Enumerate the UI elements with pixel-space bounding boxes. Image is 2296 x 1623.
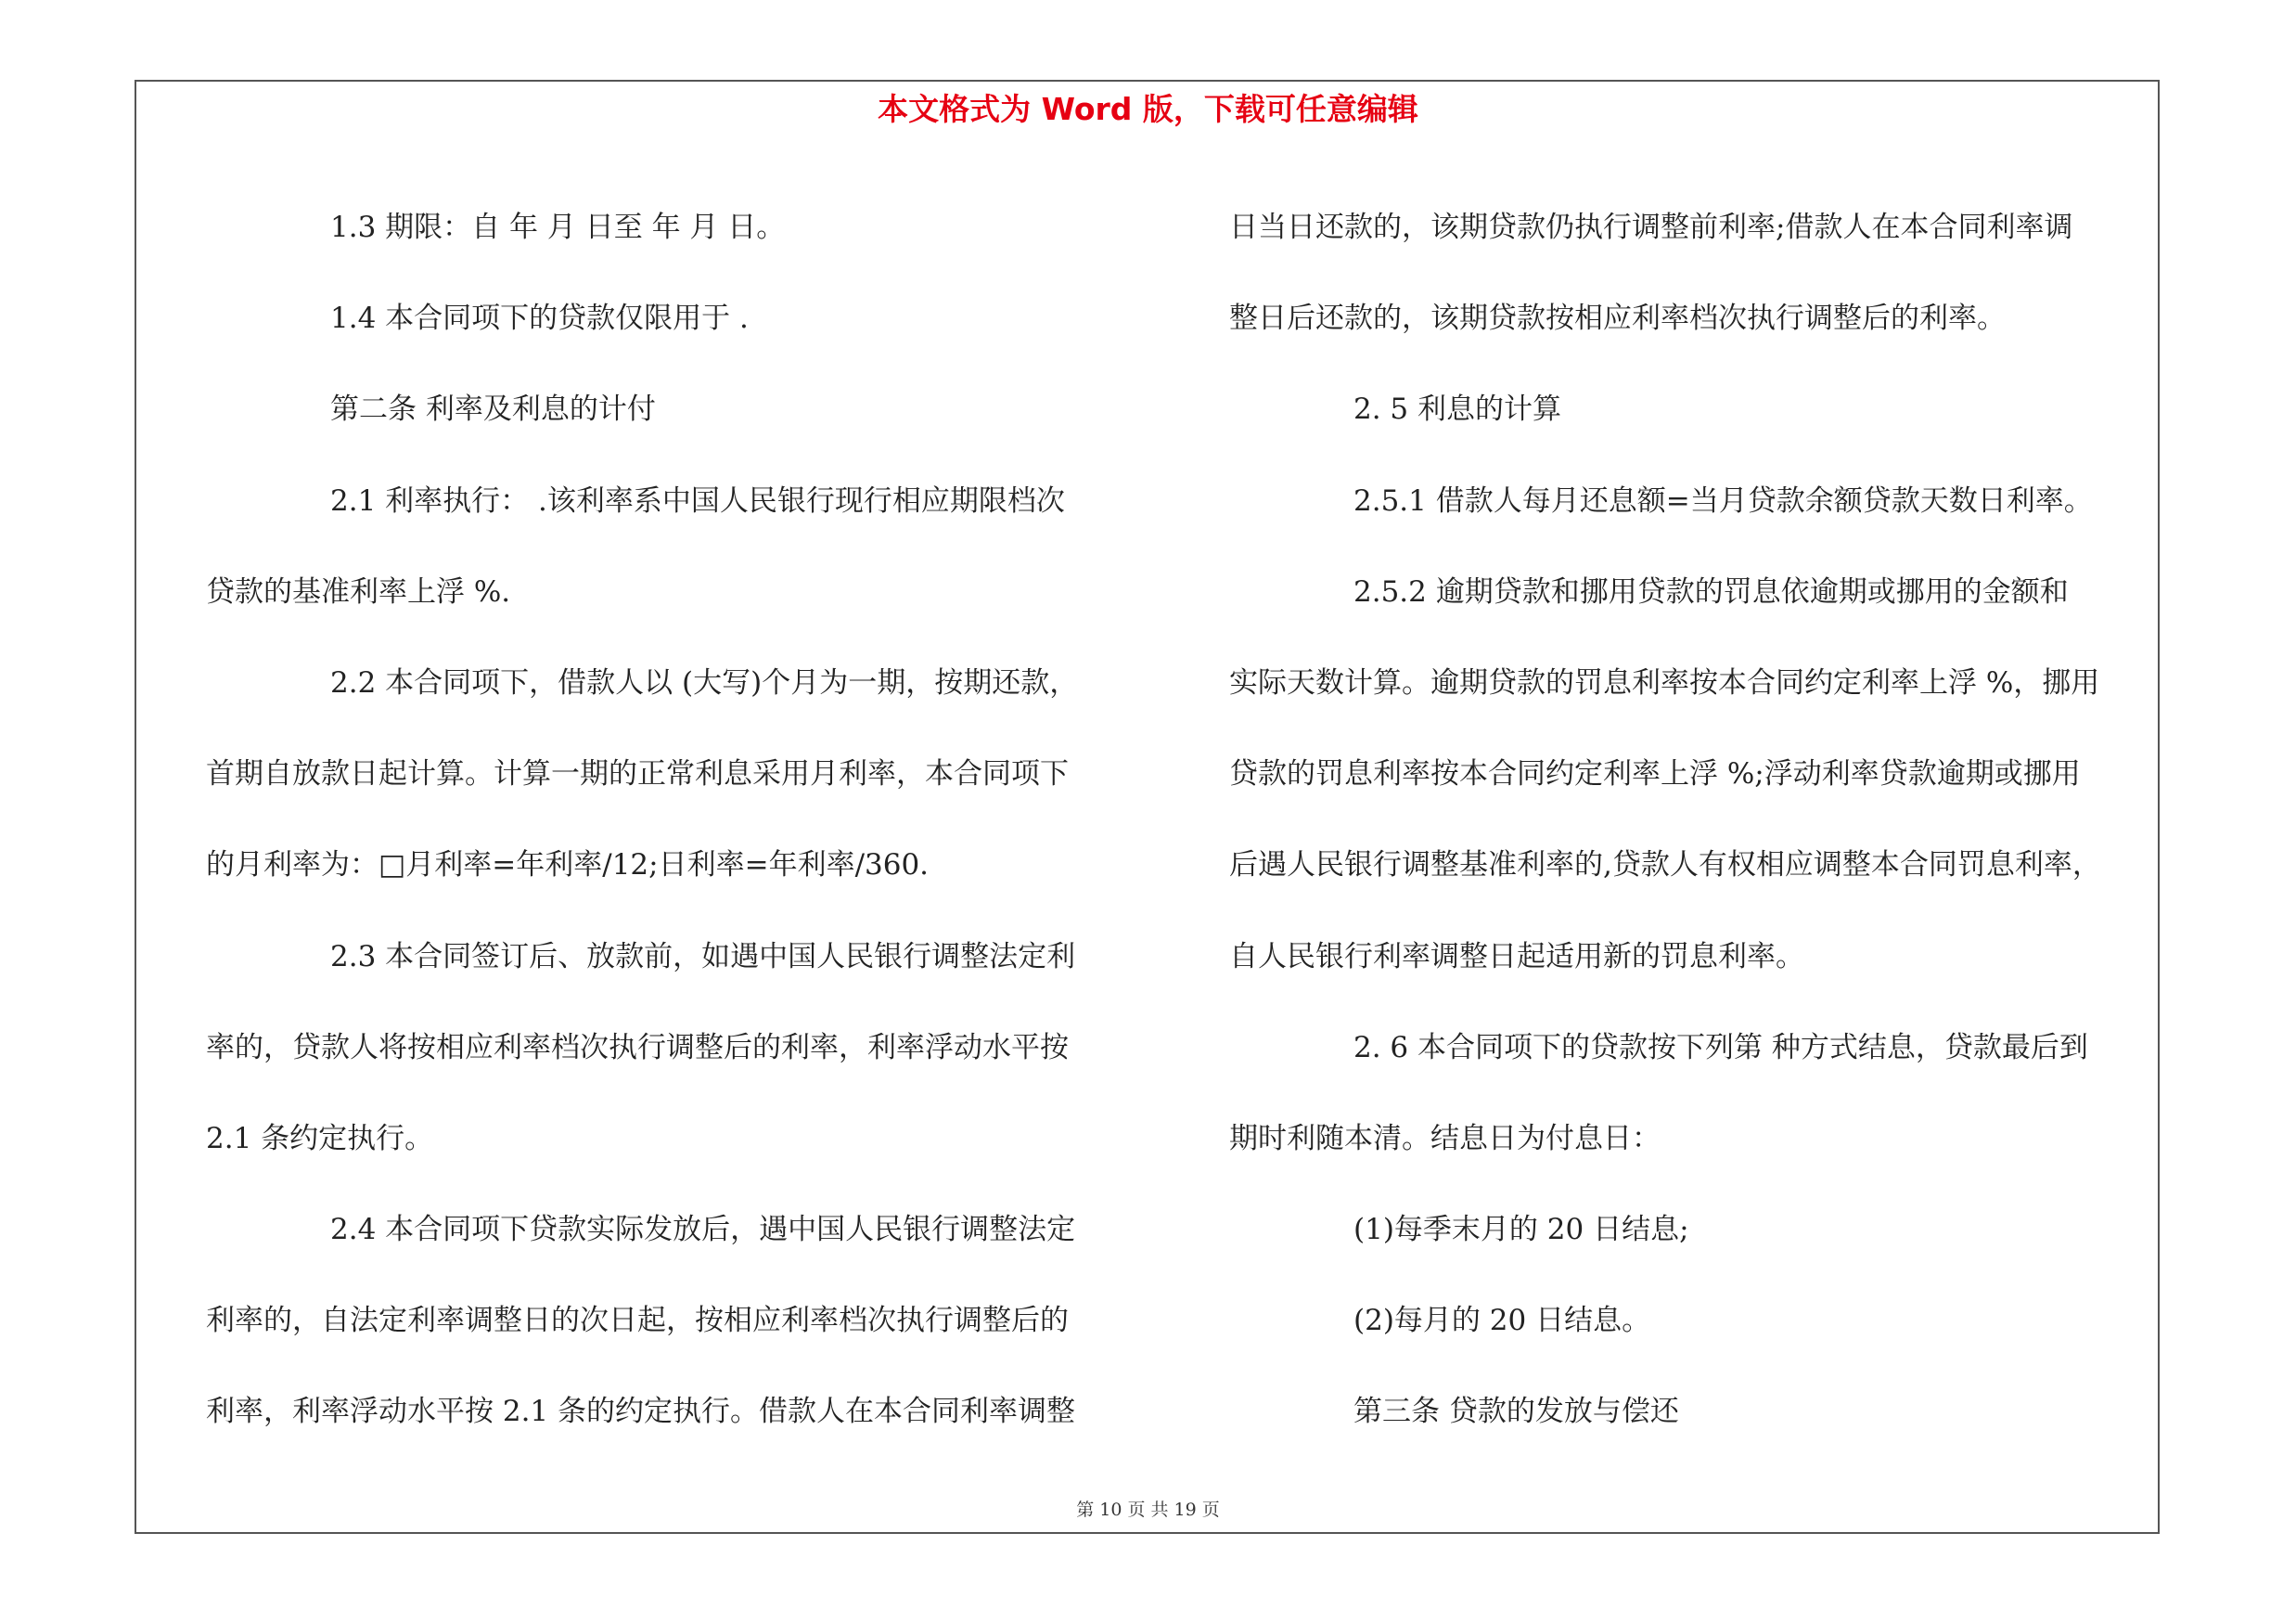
page-banner: 本文格式为 Word 版，下载可任意编辑 [878,91,1418,127]
paragraph-line: 期时利随本清。结息日为付息日： [1229,1121,1661,1155]
paragraph-line: (2)每月的 20 日结息。 [1353,1304,1651,1338]
paragraph-line: 1.4 本合同项下的贷款仅限用于 . [330,302,749,336]
section-heading: 2. 5 利息的计算 [1353,393,1562,427]
paragraph-line: 自人民银行利率调整日起适用新的罚息利率。 [1229,939,1804,973]
paragraph-line: 利率，利率浮动水平按 2.1 条的约定执行。借款人在本合同利率调整 [206,1395,1076,1429]
paragraph-line: 2. 6 本合同项下的贷款按下列第 种方式结息，贷款最后到 [1353,1030,2088,1064]
paragraph-line: 首期自放款日起计算。计算一期的正常利息采用月利率，本合同项下 [206,757,1069,792]
paragraph-line: 的月利率为：□月利率=年利率/12;日利率=年利率/360. [206,848,930,882]
paragraph-line: 2.5.1 借款人每月还息额=当月贷款余额贷款天数日利率。 [1353,483,2093,518]
section-heading: 第三条 贷款的发放与偿还 [1353,1395,1679,1429]
paragraph-line: 日当日还款的，该期贷款仍执行调整前利率;借款人在本合同利率调 [1229,211,2073,244]
section-heading: 第二条 利率及利息的计付 [330,393,656,427]
paragraph-line: (1)每季末月的 20 日结息; [1353,1213,1689,1247]
paragraph-line: 贷款的基准利率上浮 %. [206,574,511,609]
left-column [206,182,1134,1458]
paragraph-line: 2.5.2 逾期贷款和挪用贷款的罚息依逾期或挪用的金额和 [1353,574,2069,609]
paragraph-line: 2.1 利率执行： .该利率系中国人民银行现行相应期限档次 [330,483,1065,518]
paragraph-line: 整日后还款的，该期贷款按相应利率档次执行调整后的利率。 [1229,302,2006,336]
paragraph-line: 后遇人民银行调整基准利率的,贷款人有权相应调整本合同罚息利率， [1229,848,2101,882]
paragraph-line: 2.1 条约定执行。 [206,1121,434,1155]
paragraph-line: 2.3 本合同签订后、放款前，如遇中国人民银行调整法定利 [330,939,1076,973]
paragraph-line: 2.2 本合同项下，借款人以 (大写)个月为一期，按期还款， [330,665,1079,700]
paragraph-line: 实际天数计算。逾期贷款的罚息利率按本合同约定利率上浮 %，挪用 [1229,665,2100,700]
paragraph-line: 利率的，自法定利率调整日的次日起，按相应利率档次执行调整后的 [206,1304,1069,1338]
paragraph-line: 贷款的罚息利率按本合同约定利率上浮 %;浮动利率贷款逾期或挪用 [1229,757,2081,792]
right-column [1229,182,2171,1458]
paragraph-line: 2.4 本合同项下贷款实际发放后，遇中国人民银行调整法定 [330,1213,1076,1247]
paragraph-line: 率的，贷款人将按相应利率档次执行调整后的利率，利率浮动水平按 [206,1030,1069,1064]
paragraph-line: 1.3 期限：自 年 月 日至 年 月 日。 [330,211,786,244]
page-number: 第 10 页 共 19 页 [1076,1500,1220,1520]
